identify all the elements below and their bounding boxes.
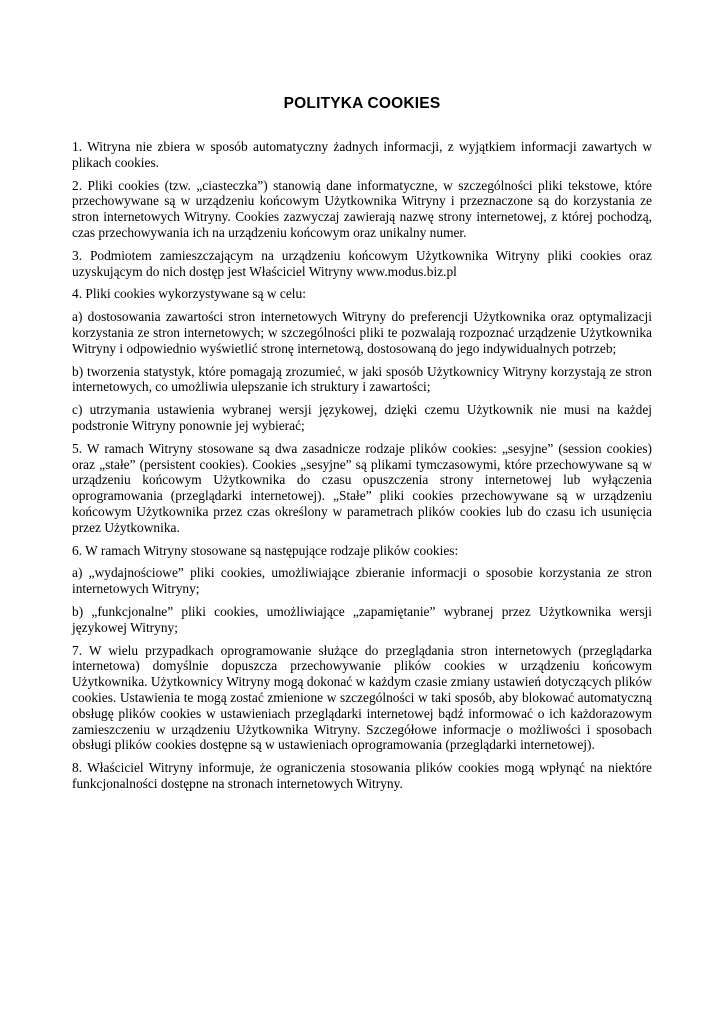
policy-paragraph-7: 7. W wielu przypadkach oprogramowanie służące do przeglądania stron internetowych (przeglądarka internetowa) domyślnie dopuszcza przechowywanie plików cookies w urządzeniu końcowym Użytkownika. Użytkownicy Witryny mogą dokonać w każdym czasie zmiany ustawień dotyczących plików cookies. Ustawienia te mogą zostać zmienione w szczególności w taki sposób, aby blokować automatyczną obsługę plików cookies w ustawieniach przeglądarki internetowej bądź informować o ich każdorazowym zamieszczeniu w urządzeniu Użytkownika Witryny. Szczegółowe informacje o możliwości i sposobach obsługi plików cookies dostępne są w ustawieniach oprogramowania (przeglądarki internetowej).: [72, 642, 652, 753]
policy-paragraph-4b: b) tworzenia statystyk, które pomagają zrozumieć, w jaki sposób Użytkownicy Witryny korzystają ze stron internetowych, co umożliwia ulepszanie ich struktury i zawartości;: [72, 363, 652, 395]
policy-paragraph-6: 6. W ramach Witryny stosowane są następujące rodzaje plików cookies:: [72, 542, 459, 558]
policy-paragraph-4c: c) utrzymania ustawienia wybranej wersji językowej, dzięki czemu Użytkownik nie musi na każdej podstronie Witryny ponownie jej wybierać;: [72, 402, 652, 433]
policy-paragraph-4a: a) dostosowania zawartości stron internetowych Witryny do preferencji Użytkownika oraz optymalizacji korzystania ze stron internetowych; w szczególności pliki te pozwalają rozpoznać urządzenie Użytkownika Witryny i odpowiednio wyświetlić stronę internetową, dostosowaną do jego indywidualnych potrzeb;: [72, 309, 652, 356]
policy-paragraph-8: 8. Właściciel Witryny informuje, że ograniczenia stosowania plików cookies mogą wpłynąć na niektóre funkcjonalności dostępne na stronach internetowych Witryny.: [72, 760, 652, 791]
policy-paragraph-6a: a) „wydajnościowe” pliki cookies, umożliwiające zbieranie informacji o sposobie korzystania ze stron internetowych Witryny;: [72, 565, 652, 597]
policy-paragraph-1: 1. Witryna nie zbiera w sposób automatyczny żadnych informacji, z wyjątkiem informacji zawartych w plikach cookies.: [72, 139, 652, 170]
policy-paragraph-6b: b) „funkcjonalne” pliki cookies, umożliwiające „zapamiętanie” wybranej przez Użytkownika wersji językowej Witryny;: [72, 603, 652, 635]
policy-paragraph-4: 4. Pliki cookies wykorzystywane są w celu:: [72, 286, 306, 302]
policy-paragraph-2: 2. Pliki cookies (tzw. „ciasteczka”) stanowią dane informatyczne, w szczególności pliki tekstowe, które przechowywane są w urządzeniu końcowym Użytkownika Witryny i przeznaczone są do korzystania ze stron internetowych Witryny. Cookies zazwyczaj zawierają nazwę strony internetowej, z której pochodzą, czas przechowywania ich na urządzeniu końcowym oraz unikalny numer.: [72, 177, 652, 240]
policy-paragraph-3: 3. Podmiotem zamieszczającym na urządzeniu końcowym Użytkownika Witryny pliki cookies oraz uzyskującym do nich dostęp jest Właściciel Witryny www.modus.biz.pl: [72, 247, 652, 279]
policy-paragraph-5: 5. W ramach Witryny stosowane są dwa zasadnicze rodzaje plików cookies: „sesyjne” (session cookies) oraz „stałe” (persistent cookies). Cookies „sesyjne” są plikami tymczasowymi, które przechowywane są w urządzeniu końcowym Użytkownika do czasu opuszczenia strony internetowej lub wyłączenia oprogramowania (przeglądarki internetowej). „Stałe” pliki cookies przechowywane są w urządzeniu końcowym Użytkownika przez czas określony w parametrach plików cookies lub do czasu ich usunięcia przez Użytkownika.: [72, 440, 652, 535]
document-title: POLITYKA COOKIES: [283, 95, 441, 112]
